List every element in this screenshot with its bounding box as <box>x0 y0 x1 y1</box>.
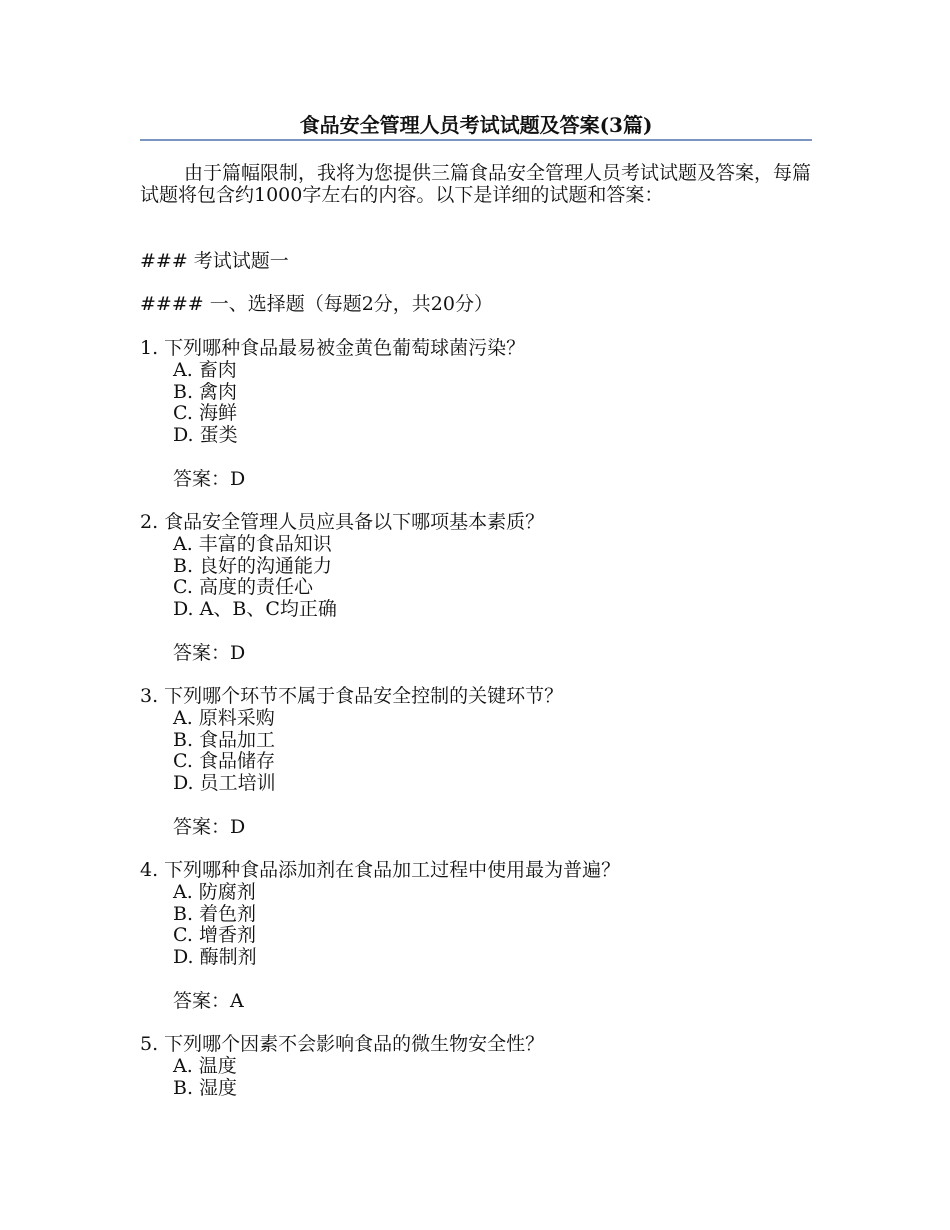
question-5-option-a: A. 温度 <box>173 1055 237 1077</box>
question-1-answer: 答案：D <box>173 468 246 490</box>
document-title: 食品安全管理人员考试试题及答案(3篇) <box>299 113 653 137</box>
question-2-option-a: A. 丰富的食品知识 <box>173 533 332 555</box>
question-1: 1. 下列哪种食品最易被金黄色葡萄球菌污染？ <box>140 337 526 359</box>
question-5-option-b: B. 湿度 <box>173 1077 238 1099</box>
question-3-option-d: D. 员工培训 <box>173 772 276 794</box>
question-2-answer: 答案：D <box>173 642 246 664</box>
question-3-answer: 答案：D <box>173 816 246 838</box>
question-2-option-c: C. 高度的责任心 <box>173 576 313 598</box>
question-4-option-b: B. 着色剂 <box>173 903 257 925</box>
question-1-option-d: D. 蛋类 <box>173 424 238 446</box>
question-1-option-b: B. 禽肉 <box>173 381 238 403</box>
exam-heading: ### 考试试题一 <box>140 250 289 272</box>
question-3-option-c: C. 食品储存 <box>173 750 275 772</box>
question-4: 4. 下列哪种食品添加剂在食品加工过程中使用最为普遍？ <box>140 859 621 881</box>
question-2: 2. 食品安全管理人员应具备以下哪项基本素质？ <box>140 511 545 533</box>
question-5: 5. 下列哪个因素不会影响食品的微生物安全性？ <box>140 1033 545 1055</box>
question-4-option-c: C. 增香剂 <box>173 924 256 946</box>
question-3: 3. 下列哪个环节不属于食品安全控制的关键环节？ <box>140 685 564 707</box>
section-heading: #### 一、选择题（每题2分，共20分） <box>140 293 493 315</box>
intro-paragraph: 由于篇幅限制，我将为您提供三篇食品安全管理人员考试试题及答案，每篇试题将包含约1000字左右的内容。以下是详细的试题和答案： <box>140 162 812 206</box>
question-3-option-b: B. 食品加工 <box>173 729 276 751</box>
question-3-option-a: A. 原料采购 <box>173 707 275 729</box>
question-1-option-a: A. 畜肉 <box>173 359 237 381</box>
title-underline <box>140 139 812 141</box>
question-2-option-b: B. 良好的沟通能力 <box>173 555 333 577</box>
question-4-answer: 答案：A <box>173 990 244 1012</box>
question-2-option-d: D. A、B、C均正确 <box>173 598 337 620</box>
question-4-option-d: D. 酶制剂 <box>173 946 257 968</box>
question-4-option-a: A. 防腐剂 <box>173 881 256 903</box>
question-1-option-c: C. 海鲜 <box>173 402 237 424</box>
